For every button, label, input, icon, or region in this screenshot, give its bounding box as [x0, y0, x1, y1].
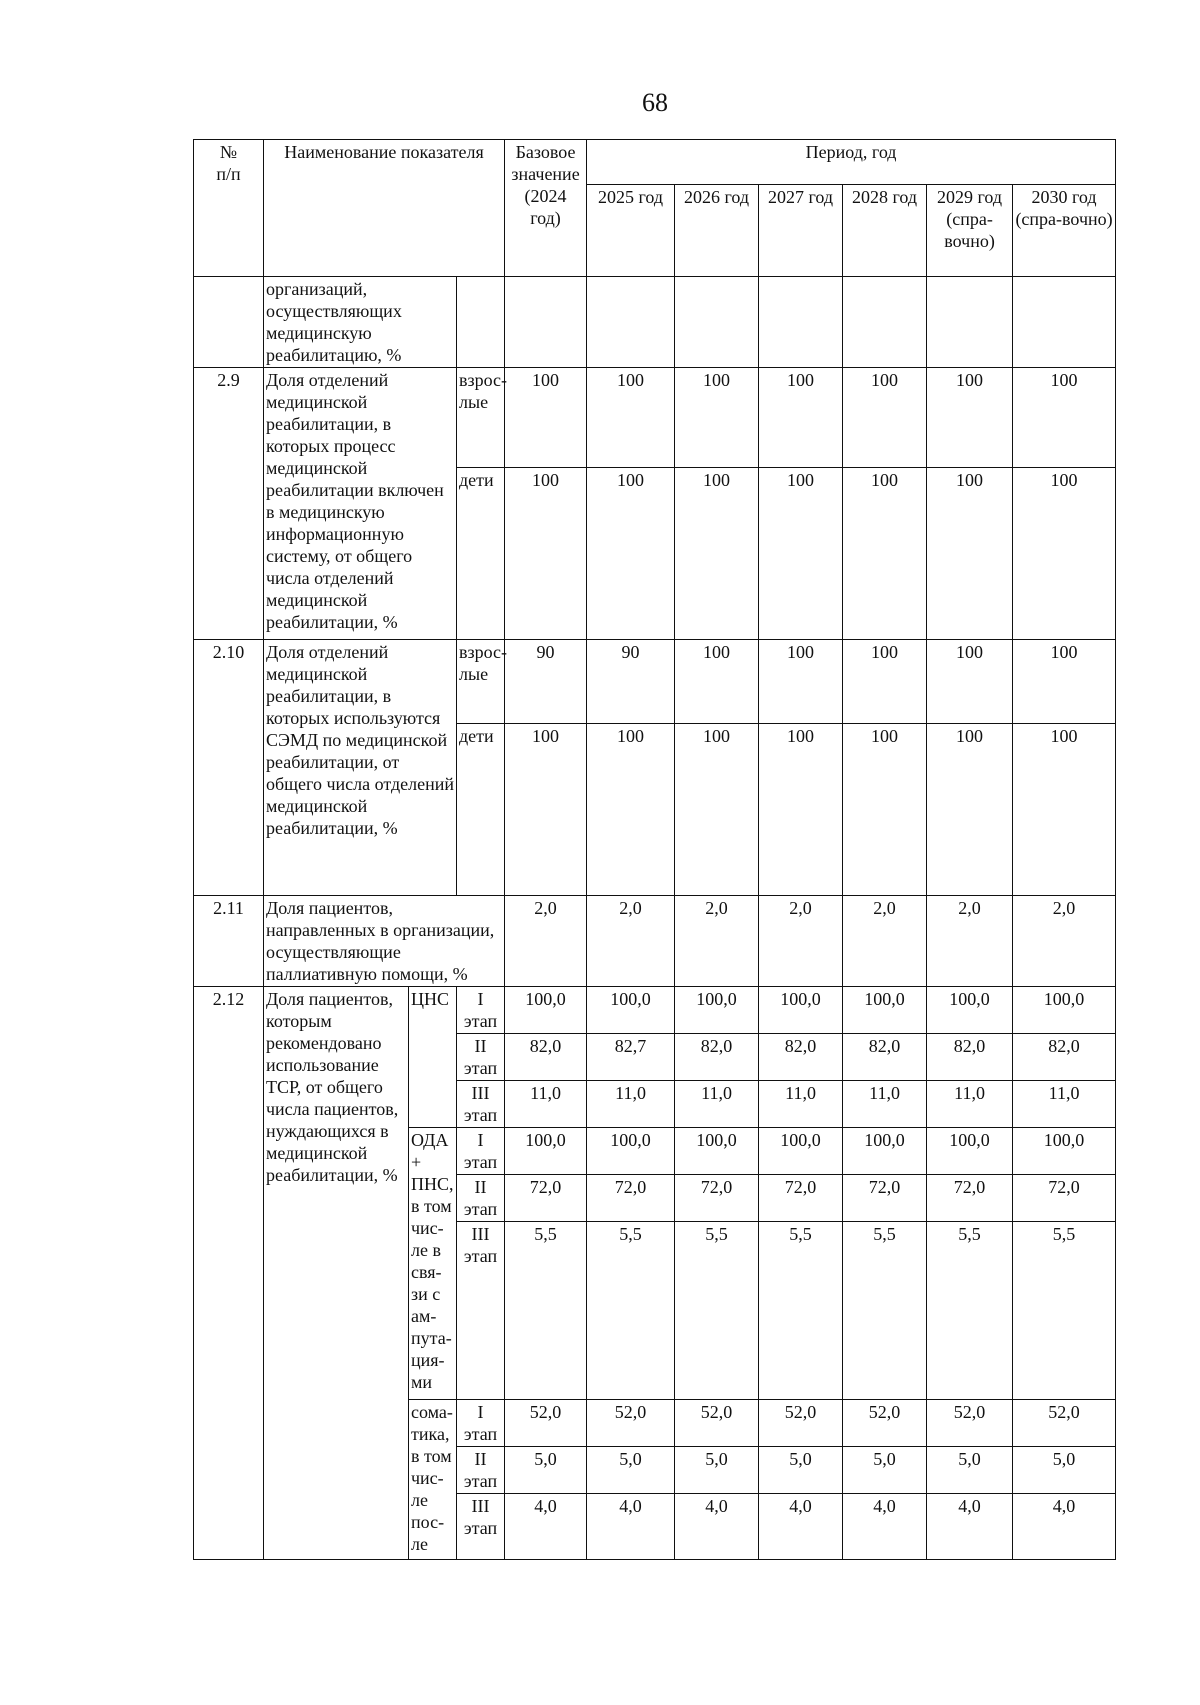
value-cell: 100 [843, 640, 927, 724]
value-cell: 100,0 [587, 987, 675, 1034]
row-num: 2.12 [194, 987, 264, 1560]
value-cell: 11,0 [675, 1081, 759, 1128]
value-cell: 2,0 [927, 896, 1013, 987]
value-cell: 52,0 [675, 1400, 759, 1447]
value-cell: 100 [675, 640, 759, 724]
value-cell: 100 [1013, 368, 1116, 468]
value-cell: 72,0 [505, 1175, 587, 1222]
row-num: 2.10 [194, 640, 264, 896]
value-cell: 4,0 [675, 1494, 759, 1560]
value-cell: 2,0 [843, 896, 927, 987]
value-cell: 100 [843, 468, 927, 640]
row-stage: III этап [457, 1494, 505, 1560]
value-cell: 100,0 [843, 1128, 927, 1175]
indicator-table [193, 139, 1116, 1560]
value-cell: 100 [927, 640, 1013, 724]
value-cell: 5,5 [843, 1222, 927, 1400]
row-subgroup: дети [457, 468, 505, 640]
value-cell: 100,0 [505, 1128, 587, 1175]
value-cell: 72,0 [675, 1175, 759, 1222]
value-cell: 100 [587, 368, 675, 468]
value-cell: 100,0 [927, 987, 1013, 1034]
row-stage: II этап [457, 1447, 505, 1494]
value-cell: 100 [505, 368, 587, 468]
empty-cell [587, 277, 675, 368]
value-cell: 72,0 [843, 1175, 927, 1222]
header-year: 2028 год [843, 185, 927, 277]
value-cell: 5,5 [505, 1222, 587, 1400]
row-name: Доля пациентов, которым рекомендовано использование ТСР, от общего числа пациентов, нуждающихся в медицинской реабилитации, % [264, 987, 409, 1560]
empty-cell [1013, 277, 1116, 368]
header-name: Наименование показателя [264, 140, 505, 277]
value-cell: 52,0 [843, 1400, 927, 1447]
value-cell: 11,0 [927, 1081, 1013, 1128]
value-cell: 82,0 [843, 1034, 927, 1081]
empty-cell [194, 277, 264, 368]
value-cell: 11,0 [843, 1081, 927, 1128]
row-name: Доля пациентов, направленных в организации, осуществляющие паллиативную помощи, % [264, 896, 505, 987]
row-name: Доля отделений медицинской реабилитации, в которых используются СЭМД по медицинской реабилитации, от общего числа отделений медицинской реабилитации, % [264, 640, 457, 896]
value-cell: 100 [843, 368, 927, 468]
header-year: 2030 год (спра-вочно) [1013, 185, 1116, 277]
value-cell: 4,0 [843, 1494, 927, 1560]
value-cell: 90 [505, 640, 587, 724]
table-row [194, 987, 1116, 1034]
value-cell: 100 [759, 640, 843, 724]
value-cell: 52,0 [1013, 1400, 1116, 1447]
header-year: 2029 год (спра-вочно) [927, 185, 1013, 277]
value-cell: 52,0 [759, 1400, 843, 1447]
header-num: № п/п [194, 140, 264, 277]
value-cell: 72,0 [1013, 1175, 1116, 1222]
value-cell: 2,0 [1013, 896, 1116, 987]
row-stage: II этап [457, 1175, 505, 1222]
empty-cell [505, 277, 587, 368]
value-cell: 100,0 [759, 1128, 843, 1175]
value-cell: 100 [675, 724, 759, 896]
value-cell: 5,0 [1013, 1447, 1116, 1494]
value-cell: 100,0 [759, 987, 843, 1034]
value-cell: 100 [759, 468, 843, 640]
value-cell: 52,0 [505, 1400, 587, 1447]
table-row [194, 640, 1116, 724]
value-cell: 5,5 [927, 1222, 1013, 1400]
row-stage: I этап [457, 987, 505, 1034]
value-cell: 11,0 [1013, 1081, 1116, 1128]
value-cell: 100 [1013, 640, 1116, 724]
value-cell: 5,5 [675, 1222, 759, 1400]
value-cell: 11,0 [759, 1081, 843, 1128]
value-cell: 100 [505, 724, 587, 896]
row-subgroup: дети [457, 724, 505, 896]
empty-cell [759, 277, 843, 368]
value-cell: 100 [927, 468, 1013, 640]
value-cell: 11,0 [587, 1081, 675, 1128]
row-num: 2.11 [194, 896, 264, 987]
value-cell: 100,0 [675, 1128, 759, 1175]
value-cell: 5,0 [759, 1447, 843, 1494]
value-cell: 52,0 [587, 1400, 675, 1447]
row-num: 2.9 [194, 368, 264, 640]
value-cell: 72,0 [927, 1175, 1013, 1222]
value-cell: 100 [759, 724, 843, 896]
header-year: 2025 год [587, 185, 675, 277]
empty-cell [843, 277, 927, 368]
value-cell: 2,0 [759, 896, 843, 987]
value-cell: 100,0 [843, 987, 927, 1034]
row-name: Доля отделений медицинской реабилитации, в которых процесс медицинской реабилитации включен в медицинскую информационную систему, от общего числа отделений медицинской реабилитации, % [264, 368, 457, 640]
empty-cell [457, 277, 505, 368]
value-cell: 82,7 [587, 1034, 675, 1081]
row-group: ЦНС [409, 987, 457, 1128]
value-cell: 82,0 [505, 1034, 587, 1081]
empty-cell [927, 277, 1013, 368]
table-row [194, 896, 1116, 987]
value-cell: 100,0 [587, 1128, 675, 1175]
value-cell: 82,0 [1013, 1034, 1116, 1081]
value-cell: 100 [675, 368, 759, 468]
value-cell: 2,0 [675, 896, 759, 987]
row-subgroup: взрос-лые [457, 368, 505, 468]
table-row [194, 368, 1116, 468]
header-row [194, 140, 1116, 185]
continuation-row [194, 277, 1116, 368]
value-cell: 4,0 [587, 1494, 675, 1560]
empty-cell [675, 277, 759, 368]
value-cell: 100 [1013, 724, 1116, 896]
value-cell: 100,0 [675, 987, 759, 1034]
header-base: Базовое значение (2024 год) [505, 140, 587, 277]
value-cell: 5,0 [927, 1447, 1013, 1494]
value-cell: 4,0 [759, 1494, 843, 1560]
value-cell: 5,0 [505, 1447, 587, 1494]
row-stage: I этап [457, 1400, 505, 1447]
value-cell: 5,5 [759, 1222, 843, 1400]
value-cell: 100 [1013, 468, 1116, 640]
value-cell: 82,0 [759, 1034, 843, 1081]
row-stage: III этап [457, 1222, 505, 1400]
value-cell: 11,0 [505, 1081, 587, 1128]
value-cell: 100,0 [927, 1128, 1013, 1175]
value-cell: 100 [587, 724, 675, 896]
value-cell: 82,0 [675, 1034, 759, 1081]
value-cell: 4,0 [927, 1494, 1013, 1560]
header-year: 2027 год [759, 185, 843, 277]
value-cell: 100,0 [1013, 1128, 1116, 1175]
row-group: ОДА + ПНС, в том чис-ле в свя-зи с ам-пута-ция-ми [409, 1128, 457, 1400]
value-cell: 5,5 [1013, 1222, 1116, 1400]
value-cell: 100,0 [1013, 987, 1116, 1034]
value-cell: 100 [927, 724, 1013, 896]
row-stage: I этап [457, 1128, 505, 1175]
value-cell: 4,0 [1013, 1494, 1116, 1560]
continuation-text: организаций, осуществляющих медицинскую реабилитацию, % [264, 277, 457, 368]
value-cell: 5,0 [843, 1447, 927, 1494]
value-cell: 100 [759, 368, 843, 468]
value-cell: 100 [843, 724, 927, 896]
value-cell: 72,0 [759, 1175, 843, 1222]
row-subgroup: взрос-лые [457, 640, 505, 724]
header-year: 2026 год [675, 185, 759, 277]
value-cell: 5,0 [675, 1447, 759, 1494]
value-cell: 100,0 [505, 987, 587, 1034]
row-group: сома-тика, в том чис-ле пос-ле [409, 1400, 457, 1560]
page-number: 68 [642, 88, 668, 117]
header-period: Период, год [587, 140, 1116, 185]
value-cell: 100 [505, 468, 587, 640]
value-cell: 2,0 [505, 896, 587, 987]
value-cell: 90 [587, 640, 675, 724]
row-stage: III этап [457, 1081, 505, 1128]
value-cell: 100 [675, 468, 759, 640]
value-cell: 5,0 [587, 1447, 675, 1494]
value-cell: 72,0 [587, 1175, 675, 1222]
value-cell: 2,0 [587, 896, 675, 987]
value-cell: 100 [587, 468, 675, 640]
value-cell: 82,0 [927, 1034, 1013, 1081]
value-cell: 4,0 [505, 1494, 587, 1560]
value-cell: 100 [927, 368, 1013, 468]
value-cell: 52,0 [927, 1400, 1013, 1447]
row-stage: II этап [457, 1034, 505, 1081]
value-cell: 5,5 [587, 1222, 675, 1400]
